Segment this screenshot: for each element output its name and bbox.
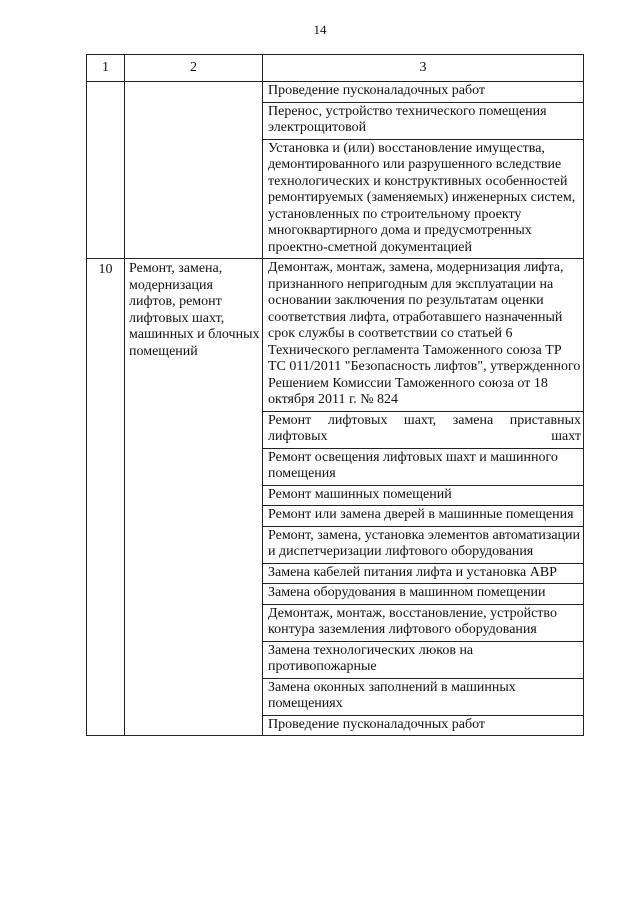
work-item: Демонтаж, монтаж, восстановление, устройство контура заземления лифтового оборудования [263, 605, 583, 642]
work-item: Демонтаж, монтаж, замена, модернизация лифта, признанного непригодным для эксплуатации на основании заключения по результатам оценки соответствия лифта, отработавшего назначенный срок службы в соответствии со статьей 6 Технического регламента Таможенного союза ТР ТС 011/2011 "Безопасность лифтов", утвержденного Решением Комиссии Таможенного союза от 18 октября 2011 г. № 824 [263, 259, 583, 412]
table-header-row [87, 55, 584, 82]
work-item: Замена оборудования в машинном помещении [263, 584, 583, 605]
item-number-cell [87, 259, 125, 736]
page-number: 14 [313, 22, 327, 37]
item-name-cell [125, 259, 263, 736]
column-header-works: 3 [263, 55, 584, 82]
work-item: Ремонт освещения лифтовых шахт и машинного помещения [263, 449, 583, 486]
work-item: Ремонт или замена дверей в машинные помещения [263, 506, 583, 527]
work-item: Замена технологических люков на противопожарные [263, 642, 583, 679]
work-item: Замена оконных заполнений в машинных помещениях [263, 679, 583, 716]
work-item: Ремонт лифтовых шахт, замена приставных лифтовых шахт [263, 412, 583, 449]
column-header-number: 1 [87, 55, 125, 82]
work-item: Ремонт машинных помещений [263, 486, 583, 507]
work-item: Замена кабелей питания лифта и установка АВР [263, 564, 583, 585]
works-cell [263, 259, 584, 736]
table-row [87, 259, 584, 736]
works-table [86, 54, 584, 736]
work-item: Перенос, устройство технического помещения электрощитовой [263, 103, 583, 140]
item-name: Ремонт, замена, модернизация лифтов, ремонт лифтовых шахт, машинных и блочных помещений [129, 261, 260, 359]
item-name-cell [125, 82, 263, 259]
work-item: Проведение пусконаладочных работ [263, 82, 583, 103]
works-cell [263, 82, 584, 259]
item-number [87, 82, 124, 85]
work-item: Ремонт, замена, установка элементов автоматизации и диспетчеризации лифтового оборудования [263, 527, 583, 564]
work-item: Установка и (или) восстановление имущества, демонтированного или разрушенного вследствие технологических и конструктивных особенностей ремонтируемых (заменяемых) инженерных систем, установленных по строительному проекту многоквартирного дома и предусмотренных проектно-сметной документацией [268, 140, 576, 255]
table-row [87, 82, 584, 259]
item-number: 10 [98, 262, 113, 277]
work-item: Проведение пусконаладочных работ [268, 716, 485, 732]
column-header-name: 2 [125, 55, 263, 82]
item-name [125, 82, 262, 84]
item-number-cell [87, 82, 125, 259]
